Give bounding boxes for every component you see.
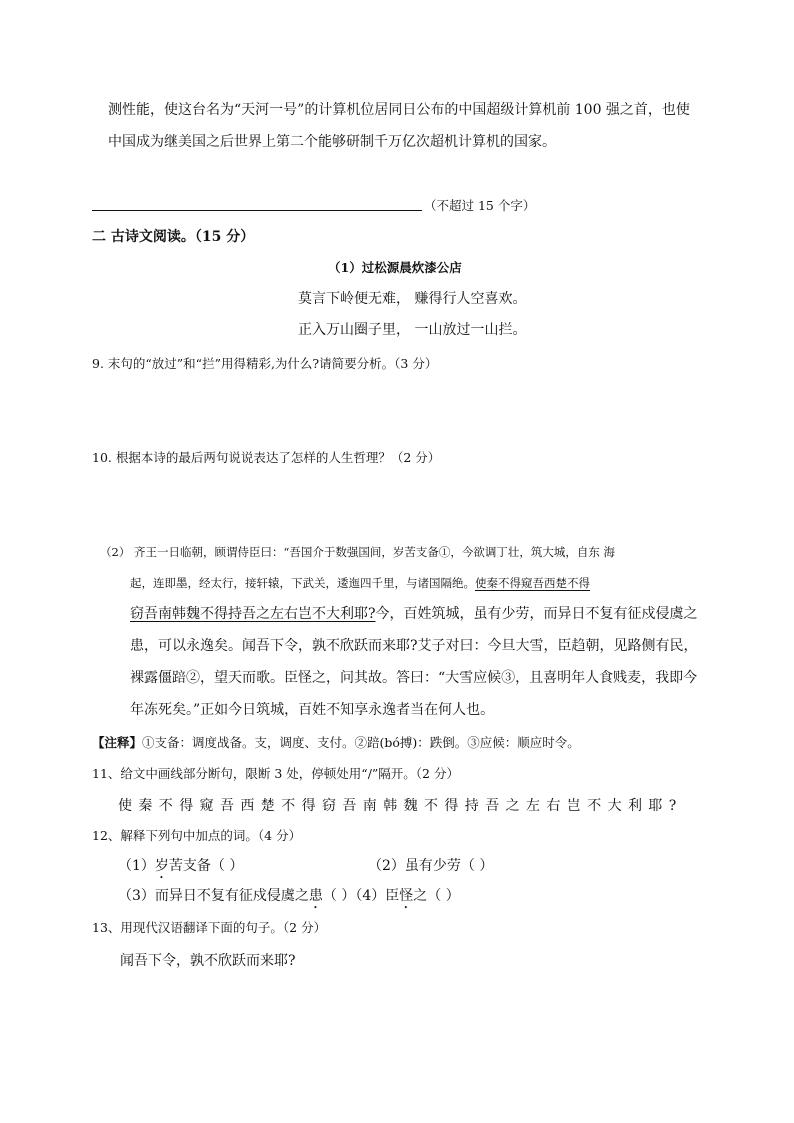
passage-line-2	[130, 573, 590, 593]
passage-line-1: （2） 齐王一日临朝，顾谓侍臣曰：“吾国介于数强国间，岁苦支备①，今欲调丁壮，筑大城，自东 海	[100, 545, 616, 559]
question-11-sentence: 使秦不得窥吾西楚不得窃吾南韩魏不得持吾之左右岂不大利耶?	[118, 798, 683, 814]
question-13-sentence: 闻吾下令，孰不欣跃而来耶?	[120, 953, 296, 969]
dotted-word-guai: 怪	[399, 888, 414, 904]
question-13: 13、用现代汉语翻译下面的句子。（2 分）	[92, 920, 327, 935]
question-9: 9. 末句的“放过”和“拦”用得精彩,为什么?请简要分析。（3 分）	[92, 356, 438, 371]
underlined-sentence-part-2: 窃吾南韩魏不得持吾之左右岂不大利耶?	[130, 606, 376, 622]
item-3-text: （3）而异日不复有征戍侵虞之	[118, 888, 309, 904]
question-11: 11、给文中画线部分断句，限断 3 处，停顿处用“/”隔开。（2 分）	[92, 766, 459, 781]
item-1-rest: 苦支备（ ）	[168, 858, 244, 874]
annotation-label: 【注释】	[92, 735, 143, 750]
question-12-item-3-4	[118, 886, 460, 912]
item-1-prefix: （1）	[118, 858, 155, 874]
poem-title: （1）过松源晨炊漆公店	[328, 260, 462, 275]
question-12-item-2: （2）虽有少劳（ ）	[368, 858, 494, 874]
passage-line-4: 患，可以永逸矣。闻吾下令，孰不欣跃而来耶?艾子对曰：今旦大雪，臣趋朝，见路侧有民，	[130, 638, 698, 654]
item-3-blank: （ ）	[322, 888, 356, 904]
poem-line-1: 莫言下岭便无难， 赚得行人空喜欢。	[298, 291, 527, 307]
passage-line-5: 裸露僵踣②，望天而歌。臣怪之，问其故。答曰：“大雪应候③，且喜明年人食贱麦，我即今	[130, 670, 698, 686]
question-12: 12、解释下列句中加点的词。（4 分）	[92, 828, 302, 843]
item-4-blank: 之（ ）	[413, 888, 460, 904]
annotation-text: ①支备：调度战备。支，调度、支付。②踣(bó搏)：跌倒。③应候：顺应时令。	[142, 735, 580, 750]
annotation	[92, 733, 580, 753]
answer-blank-line	[92, 210, 422, 211]
passage-line-3-text: 今，百姓筑城，虽有少劳，而异日不复有征戍侵虞之	[375, 606, 698, 622]
passage-line-2-text: 起，连即墨，经太行，接轩辕，下武关，逶迤四千里，与诸国隔绝。	[130, 576, 475, 590]
dotted-word-sui: 岁	[154, 858, 169, 874]
answer-length-note: （不超过 15 个字）	[424, 198, 536, 213]
section-2-title: 二 古诗文阅读。（15 分）	[92, 229, 255, 245]
underlined-sentence-part-1: 使秦不得窥吾西楚不得	[475, 576, 590, 590]
poem-line-2: 正入万山圈子里， 一山放过一山拦。	[298, 322, 527, 338]
question-10: 10. 根据本诗的最后两句说说表达了怎样的人生哲理？（2 分）	[92, 450, 441, 465]
item-4-text: （4）臣	[355, 888, 400, 904]
passage-line-3	[130, 604, 698, 624]
intro-line-1: 测性能，使这台名为“天河一号”的计算机位居同日公布的中国超级计算机前 100 强之首，也使	[108, 102, 690, 118]
passage-line-6: 年冻死矣。”正如今日筑城，百姓不知享永逸者当在何人也。	[130, 702, 495, 718]
dotted-word-huan: 患	[308, 888, 323, 904]
intro-line-2: 中国成为继美国之后世界上第二个能够研制千万亿次超机计算机的国家。	[108, 134, 556, 150]
question-12-item-1	[118, 856, 243, 882]
